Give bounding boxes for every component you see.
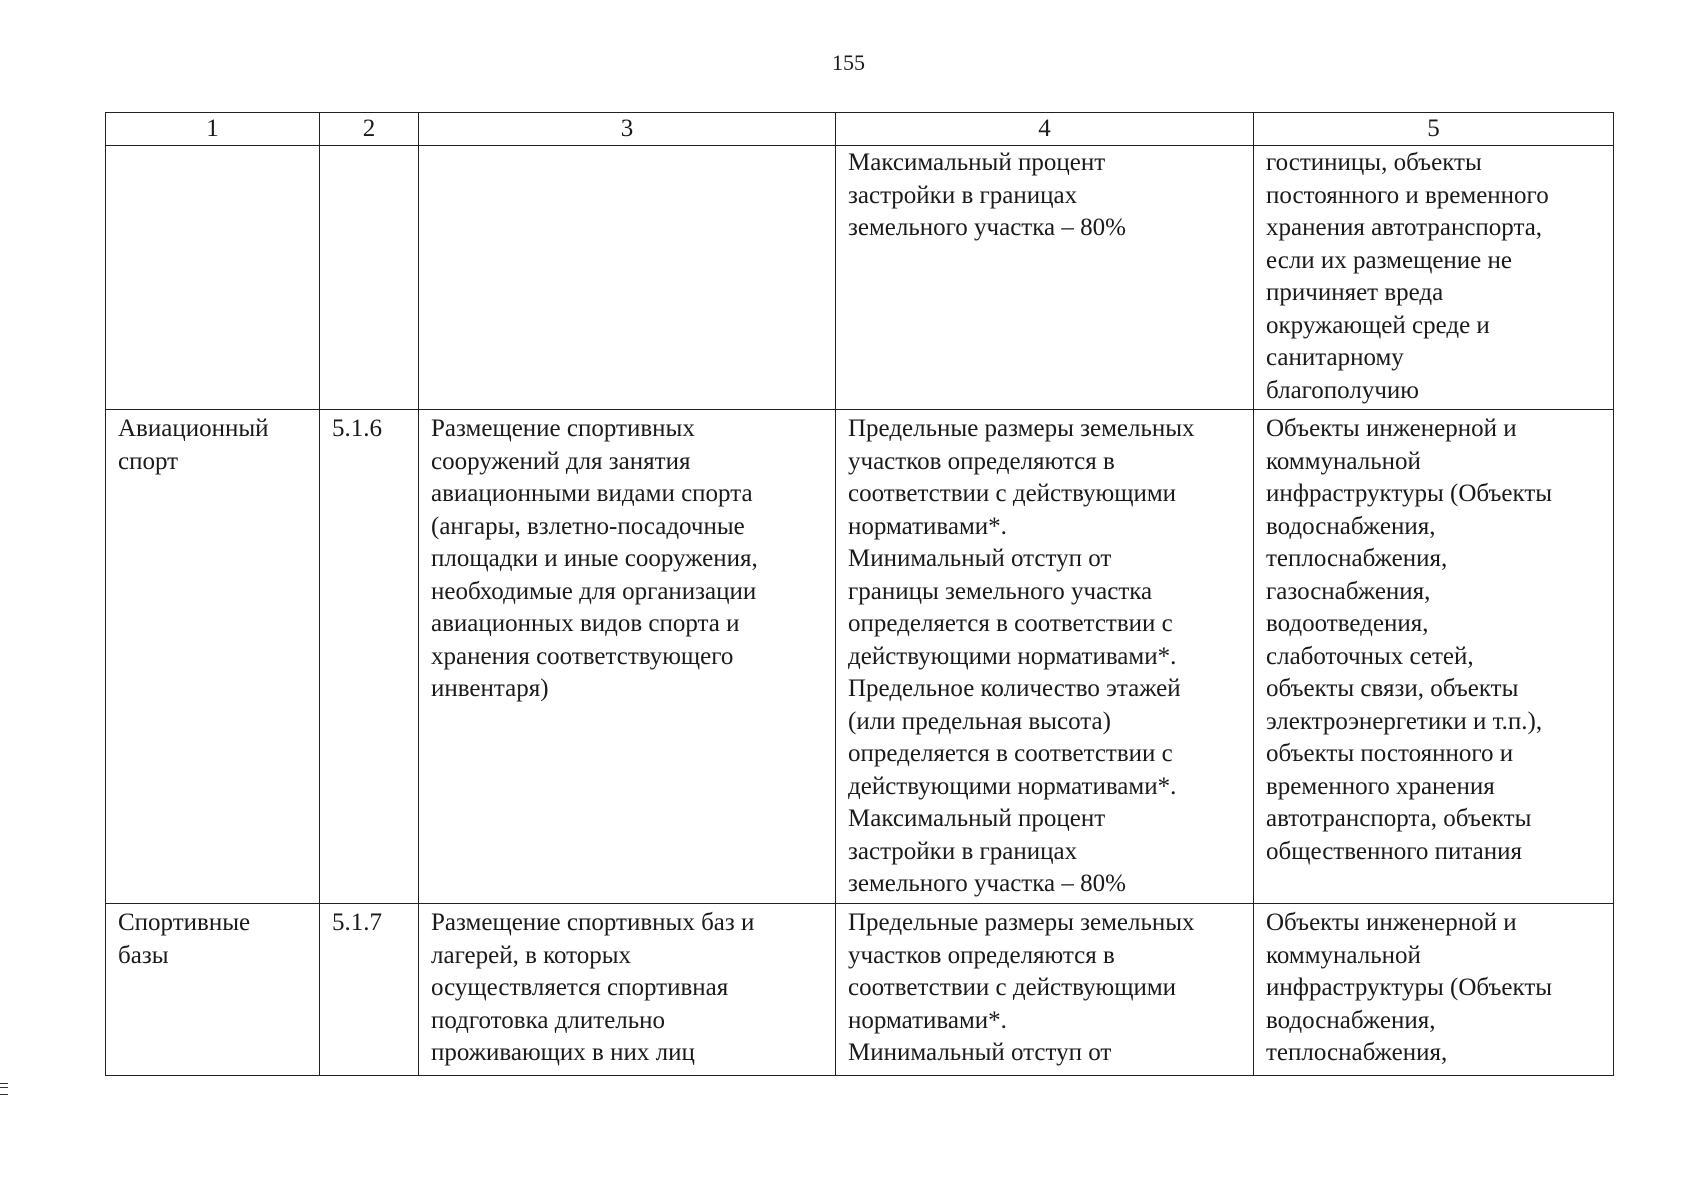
margin-scan-mark (0, 1083, 8, 1095)
row2-use-name: Авиационный спорт (106, 410, 320, 904)
header-col-5: 5 (1254, 113, 1614, 146)
table-row-aviation-sport (106, 410, 1614, 904)
row3-parameters: Предельные размеры земельных участков определяются в соответствии с действующими нормативами*. Минимальный отступ от (836, 904, 1254, 1076)
row2-auxiliary-uses: Объекты инженерной и коммунальной инфраструктуры (Объекты водоснабжения, теплоснабжения, газоснабжения, водоотведения, слаботочных сетей, объекты связи, объекты электроэнергетики и т.п.), объекты постоянного и временного хранения автотранспорта, объекты общественного питания (1254, 410, 1614, 904)
row1-use-name (106, 146, 320, 410)
row3-use-name: Спортивные базы (106, 904, 320, 1076)
table-header-row (106, 113, 1614, 146)
page-number: 155 (832, 50, 865, 75)
table-row-continuation (106, 146, 1614, 410)
row1-auxiliary-uses: гостиницы, объекты постоянного и временного хранения автотранспорта, если их размещение не причиняет вреда окружающей среде и санитарному благополучию (1254, 146, 1614, 410)
header-col-4: 4 (836, 113, 1254, 146)
header-col-1: 1 (106, 113, 320, 146)
table-row-sport-bases (106, 904, 1614, 1076)
row1-code (320, 146, 419, 410)
row2-code: 5.1.6 (320, 410, 419, 904)
row3-auxiliary-uses: Объекты инженерной и коммунальной инфраструктуры (Объекты водоснабжения, теплоснабжения, (1254, 904, 1614, 1076)
row2-parameters: Предельные размеры земельных участков определяются в соответствии с действующими нормативами*. Минимальный отступ от границы земельного участка определяется в соответствии с действующими нормативами*. Предельное количество этажей (или предельная высота) определяется в соответствии с действующими нормативами*. Максимальный процент застройки в границах земельного участка – 80% (836, 410, 1254, 904)
land-use-table (105, 112, 1614, 1076)
header-col-3: 3 (419, 113, 836, 146)
row3-code: 5.1.7 (320, 904, 419, 1076)
header-col-2: 2 (320, 113, 419, 146)
row1-description (419, 146, 836, 410)
row1-parameters: Максимальный процент застройки в границах земельного участка – 80% (836, 146, 1254, 410)
row2-description: Размещение спортивных сооружений для занятия авиационными видами спорта (ангары, взлетно-посадочные площадки и иные сооружения, необходимые для организации авиационных видов спорта и хранения соответствующего инвентаря) (419, 410, 836, 904)
row3-description: Размещение спортивных баз и лагерей, в которых осуществляется спортивная подготовка длительно проживающих в них лиц (419, 904, 836, 1076)
